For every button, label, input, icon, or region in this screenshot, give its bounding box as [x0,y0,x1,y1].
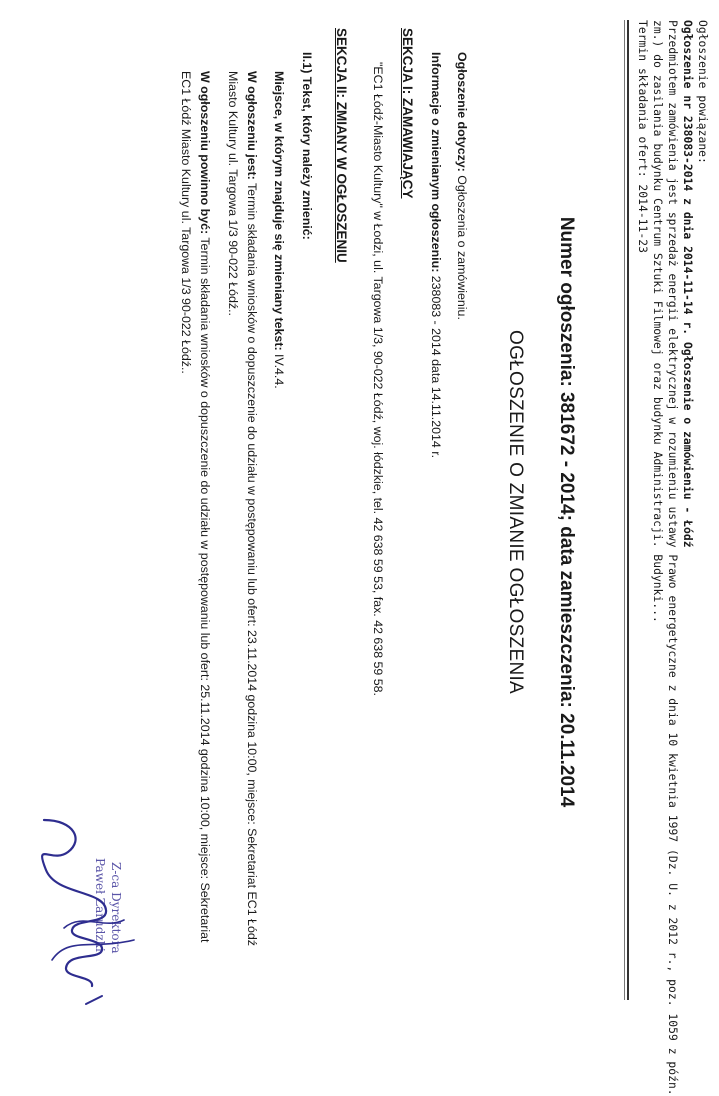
place-row [272,71,286,389]
place-value: IV.4.4. [272,350,286,389]
section-2-subheading: II.1) Tekst, który należy zmienić: [300,52,314,240]
new-text-line-1 [198,71,212,942]
announcement-number: Numer ogłoszenia: 381672 - 2014; data zamieszczenia: 20.11.2014 [556,216,577,808]
signature-stamp [14,800,164,1020]
stamp-line-1: Z-ca Dyrektora [109,862,123,954]
new-text-label: W ogłoszeniu powinno być: [198,71,212,235]
signature-tick [86,996,102,1004]
concerns-row [455,52,469,320]
new-text-line-2: EC1 Łódź Miasto Kultury ul. Targowa 1/3 90-022 Łódź.. [179,71,193,374]
related-notice-line: Ogłoszenie nr 238083-2014 z dnia 2014-11-14 r. Ogłoszenie o zamówieniu - Łódź [681,20,694,548]
contracting-authority-text: "EC1 Łódź-Miasto Kultury" w Łodzi, ul. Targowa 1/3, 90-022 Łódź, woj. łódzkie, tel. 42 638 59 53, fax. 42 638 59 58. [371,62,385,696]
offer-deadline: Termin składania ofert: 2014-11-23 [636,20,649,253]
current-text-value: Termin składania wniosków o dopuszczenie do udziału w postępowaniu lub ofert: 23.11.2014 godzina 10:00, miejsce: Sekretariat EC1 Łódź [245,179,259,946]
related-label: Ogłoszenie powiązane: [696,20,709,164]
current-text-line-1 [245,71,259,946]
current-text-label: W ogłoszeniu jest: [245,71,259,180]
subject-line-1: Przedmiotem zamówienia jest sprzedaż energii elektrycznej w rozumieniu ustawy Prawo energetyczne z dnia 10 kwietnia 1997 (Dz. U. z 2012 r., poz. 1059 z późn. [666,20,679,1096]
new-text-value: Termin składania wniosków o dopuszczenie do udziału w postępowaniu lub ofert: 25.11.2014 godzina 10:00, miejsce: Sekretariat [198,234,212,943]
header-divider-thin [624,20,625,1000]
section-2-heading: SEKCJA II: ZMIANY W OGŁOSZENIU [334,28,349,263]
place-label: Miejsce, w którym znajduje się zmieniany tekst: [272,71,286,351]
concerns-label: Ogłoszenie dotyczy: [455,52,469,172]
concerns-value: Ogłoszenia o zamówieniu. [455,171,469,320]
changed-notice-row [429,52,443,458]
subject-line-2: zm.) do zasilania budynku Centrum Sztuki Filmowej oraz budynku Administracji. Budynki... [651,20,664,623]
header-divider [627,20,629,1000]
section-1-heading: SEKCJA I: ZAMAWIAJĄCY [400,28,415,199]
stamp-line-2: Paweł Zarudzki [93,858,107,952]
current-text-line-2: Miasto Kultury ul. Targowa 1/3 90-022 Łódź.. [226,71,240,316]
changed-notice-label: Informacje o zmienianym ogłoszeniu: [429,52,443,273]
changed-notice-value: 238083 - 2014 data 14.11.2014 r. [429,272,443,459]
page-title: OGŁOSZENIE O ZMIANIE OGŁOSZENIA [505,329,526,695]
